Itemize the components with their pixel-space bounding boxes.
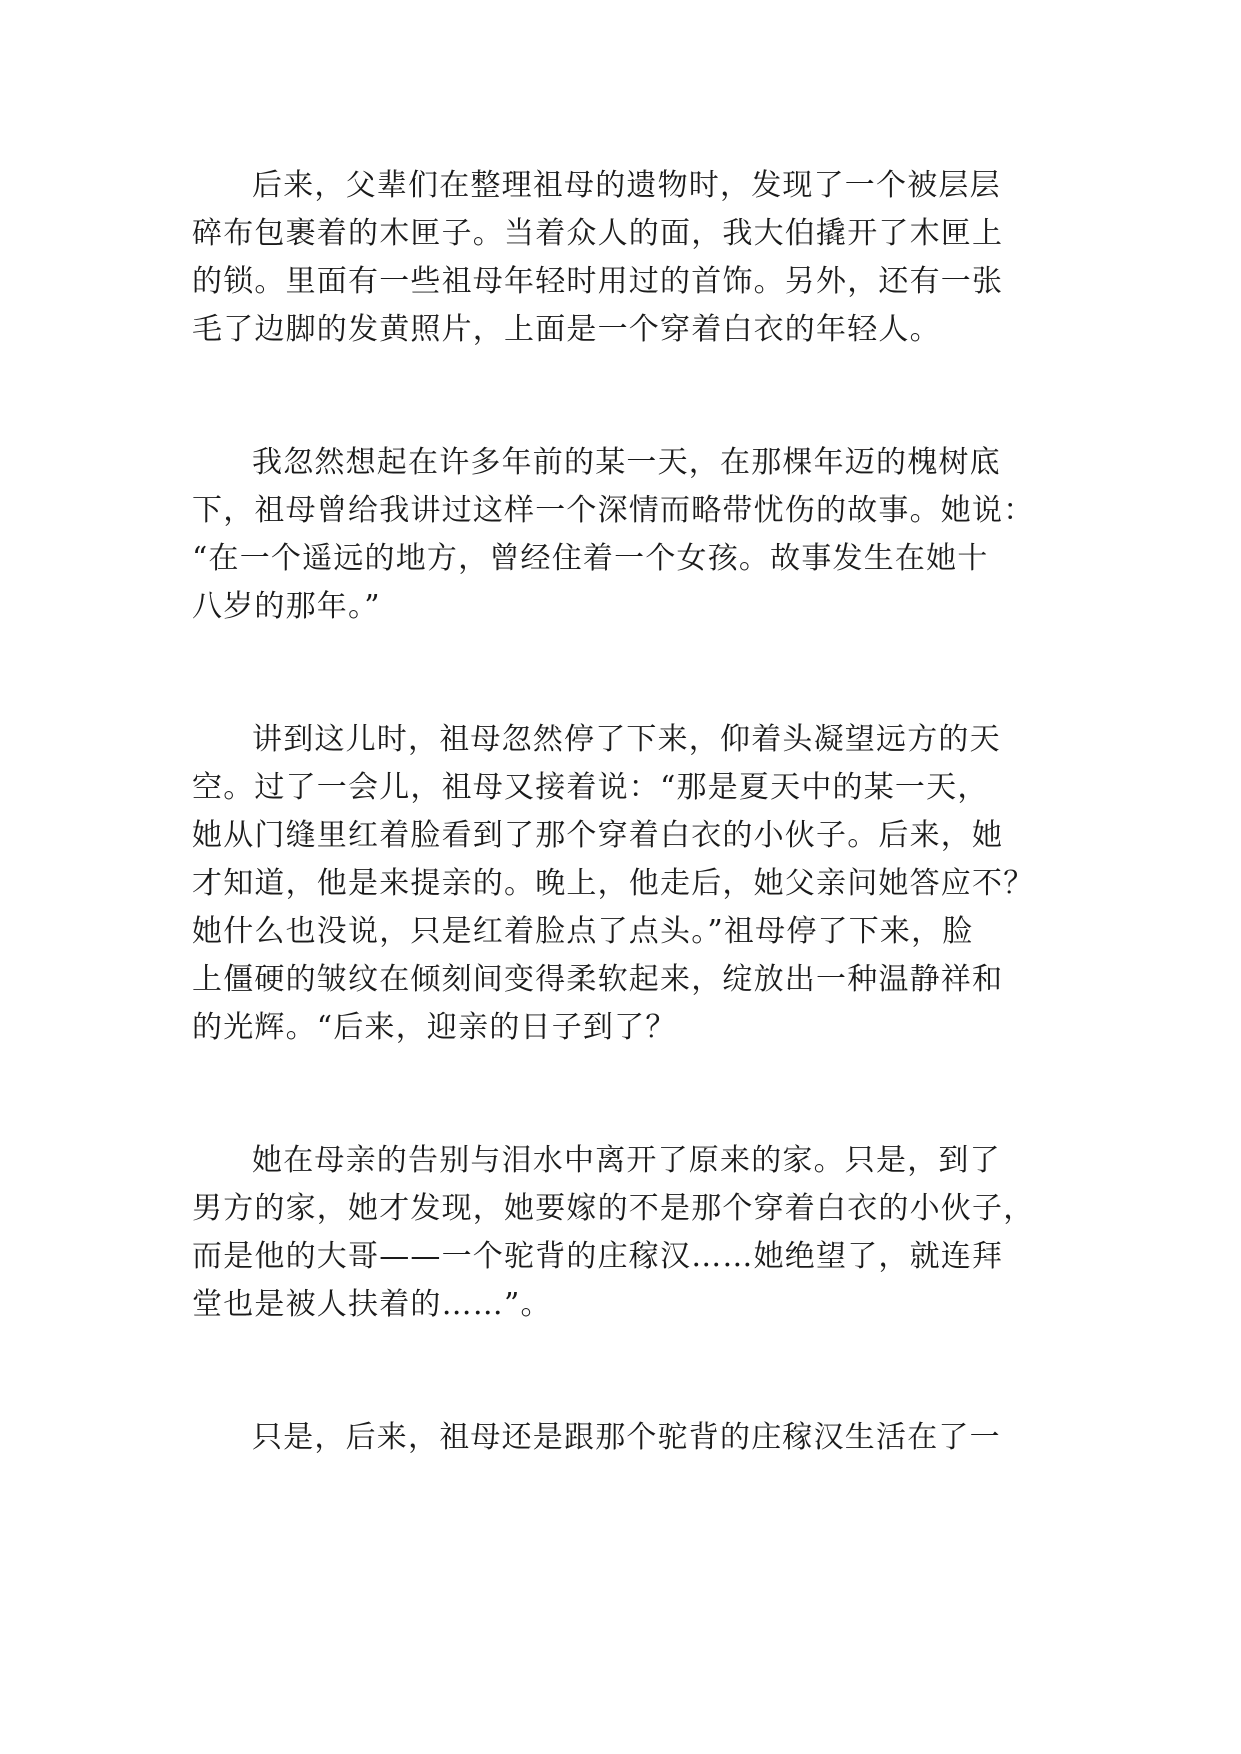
text-line: 后来，父辈们在整理祖母的遗物时，发现了一个被层层	[252, 168, 1001, 203]
paragraph-1	[192, 162, 1052, 354]
text-line: 她在母亲的告别与泪水中离开了原来的家。只是，到了	[252, 1143, 1001, 1178]
text-line: 她从门缝里红着脸看到了那个穿着白衣的小伙子。后来，她	[192, 818, 1004, 853]
text-line: 才知道，他是来提亲的。晚上，他走后，她父亲问她答应不？	[192, 866, 1035, 901]
text-line: 的光辉。“后来，迎亲的日子到了？	[192, 1010, 677, 1045]
text-line: 男方的家，她才发现，她要嫁的不是那个穿着白衣的小伙子，	[192, 1191, 1035, 1226]
paragraph-3	[192, 716, 1052, 1052]
text-line: 下，祖母曾给我讲过这样一个深情而略带忧伤的故事。她说：	[192, 493, 1035, 528]
text-line: 讲到这儿时，祖母忽然停了下来，仰着头凝望远方的天	[252, 722, 1001, 757]
text-line: 我忽然想起在许多年前的某一天，在那棵年迈的槐树底	[252, 445, 1001, 480]
paragraph-2	[192, 439, 1052, 631]
text-line: 上僵硬的皱纹在倾刻间变得柔软起来，绽放出一种温静祥和	[192, 962, 1004, 997]
paragraph-4	[192, 1137, 1052, 1329]
text-line: 堂也是被人扶着的……”。	[192, 1287, 552, 1322]
text-line: 空。过了一会儿，祖母又接着说：“那是夏天中的某一天，	[192, 770, 989, 805]
paragraph-5	[192, 1414, 1052, 1462]
text-line: 只是，后来，祖母还是跟那个驼背的庄稼汉生活在了一	[252, 1420, 1001, 1455]
text-line: 她什么也没说，只是红着脸点了点头。”祖母停了下来，脸	[192, 914, 974, 949]
text-line: “在一个遥远的地方，曾经住着一个女孩。故事发生在她十	[192, 541, 989, 576]
body-text	[192, 162, 1052, 1462]
text-line: 八岁的那年。”	[192, 589, 381, 624]
text-line: 毛了边脚的发黄照片，上面是一个穿着白衣的年轻人。	[192, 312, 941, 347]
text-line: 的锁。里面有一些祖母年轻时用过的首饰。另外，还有一张	[192, 264, 1004, 299]
text-line: 碎布包裹着的木匣子。当着众人的面，我大伯撬开了木匣上	[192, 216, 1004, 251]
text-line: 而是他的大哥——一个驼背的庄稼汉……她绝望了，就连拜	[192, 1239, 1004, 1274]
